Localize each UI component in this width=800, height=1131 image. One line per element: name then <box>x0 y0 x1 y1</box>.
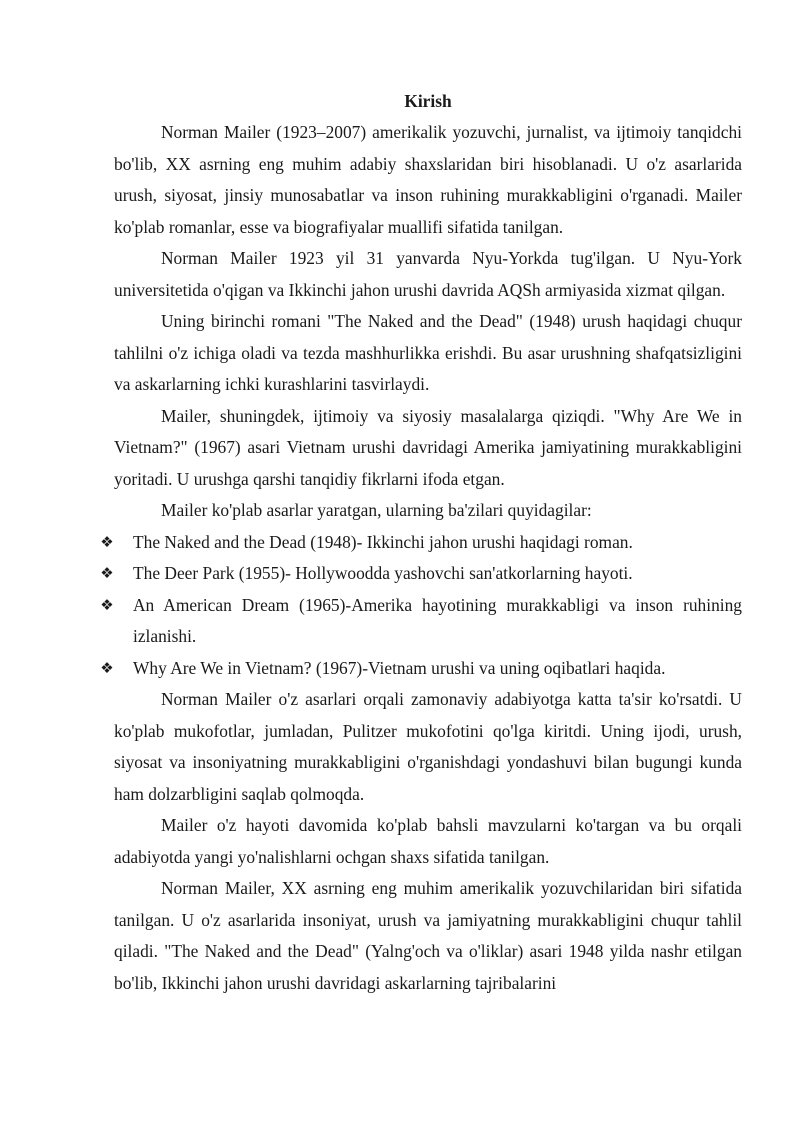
paragraph-intro: Norman Mailer (1923–2007) amerikalik yozuvchi, jurnalist, va ijtimoiy tanqidchi bo'lib, XX asrning eng muhim adabiy shaxslaridan biri hisoblanadi. U o'z asarlarida urush, siyosat, jinsiy munosabatlar va inson ruhining murakkabligini o'rganadi. Mailer ko'plab romanlar, esse va biografiyalar muallifi sifatida tanilgan. <box>114 122 742 237</box>
list-item-text: The Deer Park (1955)- Hollywoodda yashovchi san'atkorlarning hayoti. <box>133 563 633 583</box>
diamond-bullet-icon: ❖ <box>100 658 114 677</box>
list-item-text: The Naked and the Dead (1948)- Ikkinchi jahon urushi haqidagi roman. <box>133 531 633 552</box>
paragraph-birth: Norman Mailer 1923 yil 31 yanvarda Nyu-Yorkda tug'ilgan. U Nyu-York universitetida o'qigan va Ikkinchi jahon urushi davrida AQSh armiyasida xizmat qilgan. <box>114 248 742 300</box>
paragraph-influence: Norman Mailer o'z asarlari orqali zamonaviy adabiyotga katta ta'sir ko'rsatdi. U ko'plab mukofotlar, jumladan, Pulitzer mukofotini qo'lga kiritdi. Uning ijodi, urush, siyosat va insoniyatning murakkabligini o'rganishdagi yondashuvi bilan bugungi kunda ham dolzarbligini saqlab qolmoqda. <box>114 689 742 804</box>
paragraph-summary: Norman Mailer, XX asrning eng muhim amerikalik yozuvchilaridan biri sifatida tanilgan. U o'z asarlarida insoniyat, urush va jamiyatning murakkabligini chuqur tahlil qiladi. "The Naked and the Dead" (Yalng'och va o'liklar) asari 1948 yilda nashr etilgan bo'lib, Ikkinchi jahon urushi davridagi askarlarning tajribalarini <box>114 878 742 993</box>
paragraph-vietnam: Mailer, shuningdek, ijtimoiy va siyosiy masalalarga qiziqdi. "Why Are We in Vietnam?" (1967) asari Vietnam urushi davridagi Amerika jamiyatining murakkabligini yoritadi. U urushga qarshi tanqidiy fikrlarni ifoda etgan. <box>114 405 742 489</box>
diamond-bullet-icon: ❖ <box>100 532 114 551</box>
list-item <box>100 653 742 685</box>
list-item <box>100 527 742 559</box>
list-item-text: An American Dream (1965)-Amerika hayotining murakkabligi va inson ruhining izlanishi. <box>133 594 742 646</box>
document-page <box>100 86 742 999</box>
paragraph-controversy: Mailer o'z hayoti davomida ko'plab bahsli mavzularni ko'targan va bu orqali adabiyotda yangi yo'nalishlarni ochgan shaxs sifatida tanilgan. <box>114 815 742 867</box>
list-item-text: Why Are We in Vietnam? (1967)-Vietnam urushi va uning oqibatlari haqida. <box>133 657 666 678</box>
works-list <box>100 527 742 685</box>
paragraph-first-novel: Uning birinchi romani "The Naked and the Dead" (1948) urush haqidagi chuqur tahlilni o'z ichiga oladi va tezda mashhurlikka erishdi. Bu asar urushning shafqatsizligini va askarlarning ichki kurashlarini tasvirlaydi. <box>114 311 742 394</box>
document-title: Kirish <box>404 91 452 111</box>
list-item <box>100 590 742 653</box>
list-item <box>100 558 742 590</box>
diamond-bullet-icon: ❖ <box>100 564 114 582</box>
paragraph-works-intro: Mailer ko'plab asarlar yaratgan, ularning ba'zilari quyidagilar: <box>161 500 592 520</box>
diamond-bullet-icon: ❖ <box>100 595 114 614</box>
